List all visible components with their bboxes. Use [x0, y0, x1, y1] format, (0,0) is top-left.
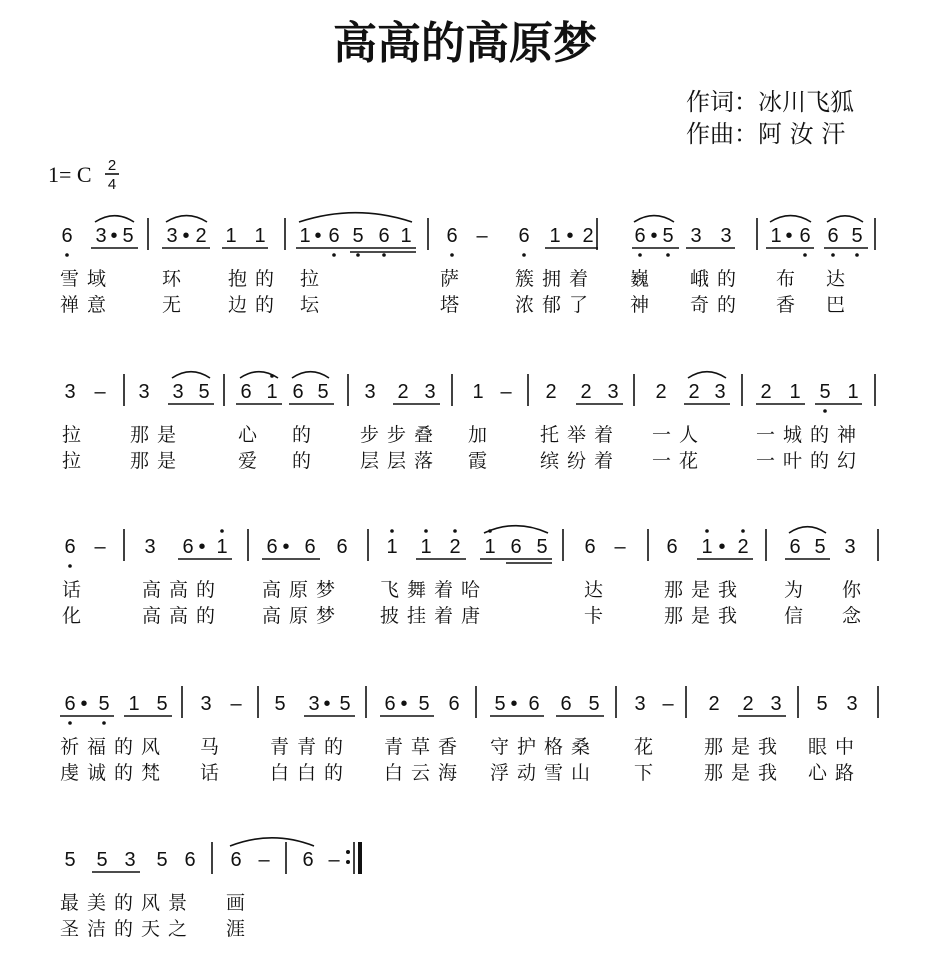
note: 5: [536, 536, 548, 558]
note: 6: [384, 693, 396, 715]
note: 3: [424, 381, 436, 403]
note: 2: [580, 381, 592, 403]
key-signature: 1= C: [48, 162, 92, 187]
note: 1: [299, 225, 311, 247]
note: 3: [144, 536, 156, 558]
lyric-verse-2: 缤纷着: [540, 450, 622, 472]
note: 6: [378, 225, 390, 247]
lyric-verse-1: 你: [842, 579, 870, 601]
lyric-verse-1: 一城的神: [756, 424, 865, 446]
lyric-verse-1: 高高的: [142, 579, 224, 601]
tie-slur: [230, 838, 314, 846]
music-system: [62, 526, 878, 627]
augmentation-dot: •: [400, 693, 408, 715]
lyric-verse-1: 那是我: [664, 579, 746, 601]
lyric-verse-2: 化: [62, 605, 90, 627]
dash-note: –: [614, 536, 626, 558]
note: 3: [308, 693, 320, 715]
note: 5: [819, 381, 831, 403]
lyric-verse-1: 青青的: [270, 736, 352, 758]
note: 3: [166, 225, 178, 247]
dash-note: –: [258, 849, 270, 871]
tie-slur: [292, 372, 329, 378]
lyric-verse-1: 为: [784, 579, 812, 601]
high-octave-dot: [741, 529, 745, 533]
lyric-verse-1: 巍: [630, 268, 658, 290]
note: 2: [582, 225, 594, 247]
note: 1: [549, 225, 561, 247]
lyric-verse-1: 步步叠: [360, 424, 442, 446]
lyric-verse-2: 奇的: [690, 294, 745, 316]
meter-bottom: 4: [107, 176, 117, 193]
tie-slur: [484, 526, 548, 533]
note: 2: [742, 693, 754, 715]
note: 6: [266, 536, 278, 558]
note: 6: [518, 225, 530, 247]
low-octave-dot: [102, 721, 106, 725]
note: 3: [714, 381, 726, 403]
note: 5: [352, 225, 364, 247]
note: 1: [266, 381, 278, 403]
note: 2: [737, 536, 749, 558]
note: 1: [472, 381, 484, 403]
music-system: [62, 372, 875, 472]
note: 3: [138, 381, 150, 403]
dash-note: –: [230, 693, 242, 715]
lyric-verse-1: 簇拥着: [515, 268, 597, 290]
lyric-verse-2: 白云海: [384, 762, 466, 784]
note: 1: [225, 225, 237, 247]
lyric-verse-2: 那是我: [664, 605, 746, 627]
high-octave-dot: [390, 529, 394, 533]
note: 6: [328, 225, 340, 247]
note: 3: [846, 693, 858, 715]
lyric-verse-2: 涯: [226, 918, 254, 940]
note: 2: [449, 536, 461, 558]
augmentation-dot: •: [650, 225, 658, 247]
lyric-verse-1: 托举着: [540, 424, 622, 446]
lyric-verse-1: 飞舞着哈: [380, 579, 489, 601]
note: 5: [816, 693, 828, 715]
tie-slur: [95, 216, 134, 222]
note: 5: [814, 536, 826, 558]
augmentation-dot: •: [182, 225, 190, 247]
note: 3: [172, 381, 184, 403]
lyric-verse-1: 雪域: [60, 268, 115, 290]
note: 1: [420, 536, 432, 558]
lyric-verse-2: 念: [842, 605, 870, 627]
note: 6: [292, 381, 304, 403]
note: 5: [317, 381, 329, 403]
lyric-verse-2: 信: [784, 605, 812, 627]
lyric-verse-2: 卡: [584, 605, 612, 627]
lyric-verse-2: 浓郁了: [515, 294, 597, 316]
tie-slur: [789, 527, 826, 533]
note: 2: [708, 693, 720, 715]
dash-note: –: [476, 225, 488, 247]
lyric-verse-2: 那是: [130, 450, 185, 472]
note: 6: [510, 536, 522, 558]
low-octave-dot: [65, 253, 69, 257]
lyric-verse-1: 加: [468, 424, 496, 446]
note: 2: [545, 381, 557, 403]
lyric-verse-1: 高原梦: [262, 579, 344, 601]
tie-slur: [688, 372, 726, 378]
lyric-verse-2: 一花: [652, 450, 707, 472]
lyric-verse-1: 一人: [652, 424, 707, 446]
note: 2: [397, 381, 409, 403]
note: 3: [690, 225, 702, 247]
note: 3: [364, 381, 376, 403]
augmentation-dot: •: [785, 225, 793, 247]
lyric-verse-2: 神: [630, 294, 658, 316]
note: 1: [128, 693, 140, 715]
low-octave-dot: [638, 253, 642, 257]
lyric-verse-2: 浮动雪山: [490, 762, 599, 784]
augmentation-dot: •: [80, 693, 88, 715]
note: 3: [200, 693, 212, 715]
high-octave-dot: [453, 529, 457, 533]
lyricist-credit: 作词：冰川飞狐: [686, 88, 854, 116]
lyric-verse-2: 虔诚的梵: [60, 762, 169, 784]
note: 3: [770, 693, 782, 715]
note: 3: [124, 849, 136, 871]
low-octave-dot: [332, 253, 336, 257]
tie-slur: [827, 216, 863, 222]
note: 6: [240, 381, 252, 403]
note: 2: [760, 381, 772, 403]
lyric-verse-1: 拉: [300, 268, 328, 290]
lyric-verse-2: 白白的: [270, 762, 352, 784]
lyric-verse-1: 布: [776, 268, 804, 290]
dash-note: –: [328, 849, 340, 871]
repeat-dot: [346, 850, 350, 854]
low-octave-dot: [823, 409, 827, 413]
note: 6: [799, 225, 811, 247]
tie-slur: [299, 213, 412, 222]
dash-note: –: [94, 381, 106, 403]
lyric-verse-2: 香: [776, 294, 804, 316]
lyric-verse-2: 高原梦: [262, 605, 344, 627]
tie-slur: [172, 372, 210, 378]
note: 6: [184, 849, 196, 871]
note: 6: [584, 536, 596, 558]
note: 5: [851, 225, 863, 247]
lyric-verse-1: 那是: [130, 424, 185, 446]
lyric-verse-2: 心路: [808, 762, 863, 784]
repeat-dot: [346, 860, 350, 864]
note: 5: [662, 225, 674, 247]
low-octave-dot: [450, 253, 454, 257]
note: 5: [156, 693, 168, 715]
lyric-verse-1: 青草香: [384, 736, 466, 758]
augmentation-dot: •: [314, 225, 322, 247]
lyric-verse-2: 下: [634, 762, 662, 784]
lyric-verse-1: 抱的: [228, 268, 283, 290]
note: 6: [230, 849, 242, 871]
high-octave-dot: [220, 529, 224, 533]
note: 6: [64, 693, 76, 715]
note: 2: [688, 381, 700, 403]
lyric-verse-1: 萨: [440, 268, 468, 290]
music-system: [60, 686, 878, 784]
note: 3: [95, 225, 107, 247]
music-systems: [60, 213, 878, 940]
augmentation-dot: •: [510, 693, 518, 715]
note: 6: [789, 536, 801, 558]
low-octave-dot: [356, 253, 360, 257]
lyric-verse-1: 拉: [62, 424, 90, 446]
note: 6: [827, 225, 839, 247]
lyric-verse-1: 环: [162, 268, 190, 290]
note: 5: [96, 849, 108, 871]
lyric-verse-2: 巴: [826, 294, 854, 316]
lyric-verse-1: 祈福的风: [60, 736, 169, 758]
augmentation-dot: •: [282, 536, 290, 558]
note: 5: [274, 693, 286, 715]
note: 5: [418, 693, 430, 715]
low-octave-dot: [666, 253, 670, 257]
low-octave-dot: [831, 253, 835, 257]
lyric-verse-1: 心: [238, 424, 266, 446]
lyric-verse-2: 层层落: [360, 450, 442, 472]
high-octave-dot: [705, 529, 709, 533]
low-octave-dot: [522, 253, 526, 257]
note: 1: [400, 225, 412, 247]
note: 3: [720, 225, 732, 247]
lyric-verse-1: 的: [292, 424, 320, 446]
note: 6: [448, 693, 460, 715]
note: 1: [847, 381, 859, 403]
note: 3: [634, 693, 646, 715]
lyric-verse-2: 圣洁的天之: [60, 918, 196, 940]
tie-slur: [166, 216, 207, 222]
lyric-verse-2: 那是我: [704, 762, 786, 784]
high-octave-dot: [424, 529, 428, 533]
note: 6: [666, 536, 678, 558]
augmentation-dot: •: [110, 225, 118, 247]
note: 6: [528, 693, 540, 715]
note: 6: [302, 849, 314, 871]
note: 1: [254, 225, 266, 247]
lyric-verse-1: 守护格桑: [490, 736, 599, 758]
low-octave-dot: [382, 253, 386, 257]
music-system: [60, 838, 360, 940]
lyric-verse-1: 那是我: [704, 736, 786, 758]
note: 1: [484, 536, 496, 558]
lyric-verse-1: 马: [200, 736, 228, 758]
lyric-verse-2: 披挂着唐: [380, 605, 489, 627]
note: 6: [61, 225, 73, 247]
note: 5: [64, 849, 76, 871]
note: 1: [789, 381, 801, 403]
lyric-verse-2: 边的: [228, 294, 283, 316]
music-system: [60, 213, 875, 316]
lyric-verse-1: 达: [826, 268, 854, 290]
lyric-verse-2: 无: [162, 294, 190, 316]
note: 6: [634, 225, 646, 247]
lyric-verse-1: 峨的: [690, 268, 745, 290]
note: 6: [304, 536, 316, 558]
dash-note: –: [500, 381, 512, 403]
note: 6: [64, 536, 76, 558]
note: 6: [182, 536, 194, 558]
lyric-verse-1: 花: [634, 736, 662, 758]
augmentation-dot: •: [198, 536, 206, 558]
low-octave-dot: [68, 564, 72, 568]
dash-note: –: [94, 536, 106, 558]
note: 3: [607, 381, 619, 403]
note: 5: [494, 693, 506, 715]
lyric-verse-1: 画: [226, 892, 254, 914]
lyric-verse-1: 最美的风景: [60, 892, 196, 914]
lyric-verse-1: 眼中: [808, 736, 863, 758]
note: 1: [216, 536, 228, 558]
lyric-verse-2: 高高的: [142, 605, 224, 627]
lyric-verse-2: 爱: [238, 450, 266, 472]
lyric-verse-1: 话: [62, 579, 90, 601]
meter-top: 2: [107, 157, 117, 174]
lyric-verse-2: 霞: [468, 450, 496, 472]
note: 1: [701, 536, 713, 558]
note: 5: [588, 693, 600, 715]
lyric-verse-2: 一叶的幻: [756, 450, 865, 472]
augmentation-dot: •: [566, 225, 574, 247]
augmentation-dot: •: [323, 693, 331, 715]
note: 1: [386, 536, 398, 558]
tie-slur: [634, 216, 674, 222]
note: 6: [560, 693, 572, 715]
note: 5: [122, 225, 134, 247]
note: 6: [336, 536, 348, 558]
note: 3: [844, 536, 856, 558]
note: 5: [339, 693, 351, 715]
tie-slur: [770, 216, 811, 222]
note: 5: [198, 381, 210, 403]
composer-credit: 作曲：阿 汝 汗: [686, 120, 846, 148]
song-title: 高高的高原梦: [333, 18, 597, 69]
lyric-verse-2: 拉: [62, 450, 90, 472]
augmentation-dot: •: [718, 536, 726, 558]
lyric-verse-2: 的: [292, 450, 320, 472]
low-octave-dot: [68, 721, 72, 725]
note: 5: [156, 849, 168, 871]
lyric-verse-2: 禅意: [60, 294, 115, 316]
note: 1: [770, 225, 782, 247]
lyric-verse-2: 话: [200, 762, 228, 784]
dash-note: –: [662, 693, 674, 715]
note: 6: [446, 225, 458, 247]
lyric-verse-2: 坛: [300, 294, 328, 316]
low-octave-dot: [855, 253, 859, 257]
note: 2: [655, 381, 667, 403]
lyric-verse-1: 达: [584, 579, 612, 601]
lyric-verse-2: 塔: [440, 294, 468, 316]
low-octave-dot: [803, 253, 807, 257]
note: 3: [64, 381, 76, 403]
note: 2: [195, 225, 207, 247]
note: 5: [98, 693, 110, 715]
